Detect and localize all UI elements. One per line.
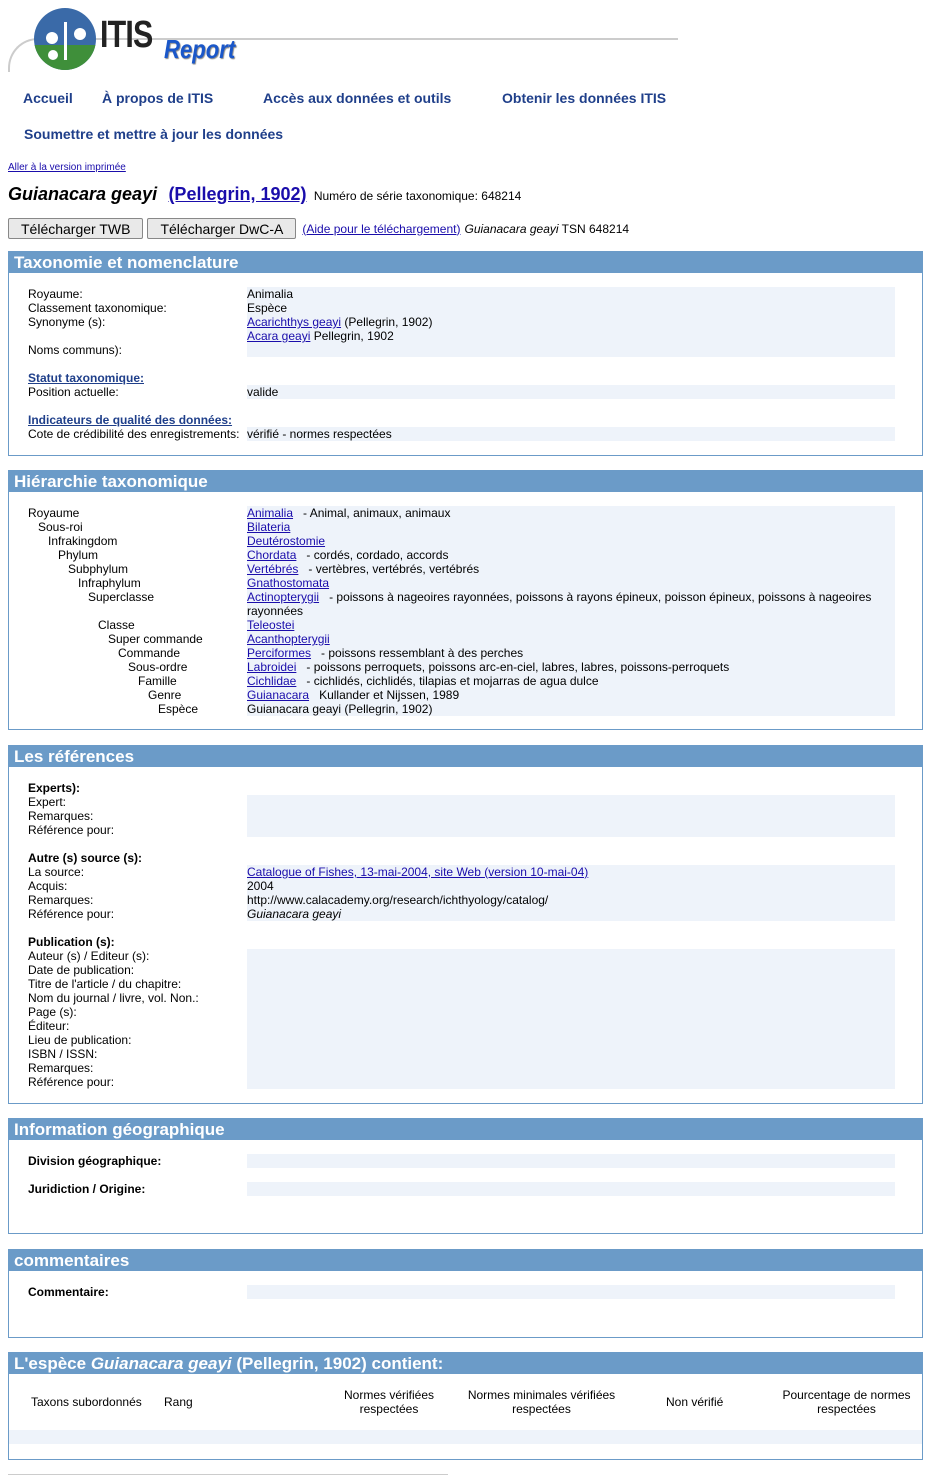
download-row — [8, 218, 629, 239]
synonym-link[interactable]: Acara geayi — [247, 329, 311, 343]
nav-get-data[interactable]: Obtenir les données ITIS — [502, 90, 667, 106]
row-common-names: Noms communs): — [28, 343, 123, 357]
col-verified: Normes vérifiées respectées — [343, 1388, 435, 1416]
section-heading: L'espèce Guianacara geayi (Pellegrin, 1902) contient: — [9, 1353, 922, 1374]
section-heading: Les références — [9, 746, 922, 767]
hierarchy-rank: Classe — [98, 618, 135, 632]
footer-rule — [8, 1474, 448, 1475]
section-heading: Hiérarchie taxonomique — [9, 471, 922, 492]
pub-row: Lieu de publication: — [28, 1033, 132, 1047]
source-link[interactable]: Catalogue of Fishes, 13-mai-2004, site Web (version 10-mai-04) — [247, 865, 589, 879]
table-row — [9, 1430, 922, 1444]
hierarchy-link[interactable]: Labroidei — [247, 660, 297, 674]
section-hierarchy — [8, 470, 923, 730]
hierarchy-row-cont: rayonnées — [247, 604, 304, 618]
hierarchy-link[interactable]: Animalia — [247, 506, 294, 520]
hierarchy-rank: Phylum — [58, 548, 99, 562]
itis-header — [0, 0, 700, 80]
nav-about[interactable]: À propos de ITIS — [102, 90, 214, 106]
hierarchy-row — [28, 534, 896, 548]
itis-logo-icon — [34, 8, 96, 70]
hierarchy-desc: - cordés, cordado, accords — [306, 548, 449, 562]
logo-report-text: Report — [164, 34, 236, 64]
section-heading: Taxonomie et nomenclature — [9, 252, 922, 273]
hierarchy-link[interactable]: Gnathostomata — [247, 576, 330, 590]
col-percent: Pourcentage de normes respectées — [782, 1388, 911, 1416]
hierarchy-rank: Super commande — [108, 632, 203, 646]
hierarchy-row — [28, 576, 896, 590]
hierarchy-row — [28, 548, 896, 562]
hierarchy-rank: Commande — [118, 646, 181, 660]
pub-row: Nom du journal / livre, vol. Non.: — [28, 991, 199, 1005]
hierarchy-link[interactable]: Guianacara — [247, 688, 310, 702]
print-version-link[interactable]: Aller à la version imprimée — [8, 162, 126, 173]
nav-home[interactable]: Accueil — [23, 90, 73, 106]
row-expert: Expert: — [28, 795, 67, 809]
hierarchy-row — [28, 506, 896, 520]
hierarchy-desc: - cichlidés, cichlidés, tilapias et mojarras de agua dulce — [306, 674, 599, 688]
hierarchy-rank: Famille — [138, 674, 177, 688]
hierarchy-link[interactable]: Actinopterygii — [247, 590, 320, 604]
hierarchy-link[interactable]: Acanthopterygii — [247, 632, 330, 646]
quality-heading: Indicateurs de qualité des données: — [28, 413, 233, 427]
species-name: Guianacara geayi — [8, 184, 158, 204]
section-heading: Information géographique — [9, 1119, 922, 1140]
hierarchy-row — [28, 674, 896, 688]
hierarchy-row — [28, 562, 896, 576]
page-title — [8, 184, 521, 205]
row-remarks: Remarques: — [28, 809, 94, 823]
download-twb-button[interactable]: Télécharger TWB — [8, 218, 143, 239]
col-unverified: Non vérifié — [666, 1395, 724, 1409]
row-synonym-2: Acara geayi Pellegrin, 1902 — [247, 329, 394, 343]
hierarchy-link[interactable]: Chordata — [247, 548, 297, 562]
row-position: Position actuelle: valide — [28, 385, 279, 399]
hierarchy-rank: Infraphylum — [78, 576, 141, 590]
hierarchy-rank: Sous-roi — [38, 520, 83, 534]
pub-row: Auteur (s) / Editeur (s): — [28, 949, 150, 963]
hierarchy-row — [28, 646, 896, 660]
row-acquired: Acquis: 2004 — [28, 879, 274, 893]
hierarchy-row — [28, 618, 896, 632]
hierarchy-rank: Subphylum — [68, 562, 129, 576]
publications-heading: Publication (s): — [28, 935, 115, 949]
row-ref-for-2: Référence pour: Guianacara geayi — [28, 907, 342, 921]
hierarchy-row — [28, 702, 896, 716]
author-link[interactable]: (Pellegrin, 1902) — [168, 184, 307, 204]
hierarchy-link[interactable]: Vertébrés — [247, 562, 299, 576]
pub-row: Référence pour: — [28, 1075, 115, 1089]
section-contains — [8, 1352, 923, 1460]
row-remarks-2: Remarques: http://www.calacademy.org/research/ichthyology/catalog/ — [28, 893, 549, 907]
row-credibility: Cote de crédibilité des enregistrements: vérifié - normes respectées — [28, 427, 392, 441]
row-source: La source: Catalogue of Fishes, 13-mai-2004, site Web (version 10-mai-04) — [28, 865, 589, 879]
row-jurisdiction: Juridiction / Origine: — [28, 1182, 146, 1196]
hierarchy-desc: Guianacara geayi (Pellegrin, 1902) — [247, 702, 433, 716]
col-rank: Rang — [164, 1395, 193, 1409]
hierarchy-desc: - vertèbres, vertébrés, vertébrés — [308, 562, 480, 576]
pub-row: Éditeur: — [28, 1019, 70, 1033]
hierarchy-row — [28, 520, 896, 534]
nav-data-access[interactable]: Accès aux données et outils — [263, 90, 452, 106]
pub-row: ISBN / ISSN: — [28, 1047, 98, 1061]
row-synonym-1: Synonyme (s): Acarichthys geayi (Pellegrin, 1902) — [28, 315, 433, 329]
download-dwca-button[interactable]: Télécharger DwC-A — [147, 218, 296, 239]
hierarchy-row — [28, 660, 896, 674]
hierarchy-desc: - poissons à nageoires rayonnées, poissons à rayons épineux, poisson épineux, poissons à nageoires — [329, 590, 872, 604]
hierarchy-rank: Royaume — [28, 506, 80, 520]
download-help-link[interactable]: (Aide pour le téléchargement) — [302, 221, 461, 236]
download-species-name: Guianacara geayi TSN 648214 — [464, 221, 630, 236]
hierarchy-rank: Sous-ordre — [128, 660, 188, 674]
section-heading: commentaires — [9, 1250, 922, 1271]
row-comment: Commentaire: — [28, 1285, 109, 1299]
hierarchy-link[interactable]: Deutérostomie — [247, 534, 326, 548]
row-ref-for: Référence pour: — [28, 823, 115, 837]
hierarchy-desc: - Animal, animaux, animaux — [303, 506, 451, 520]
hierarchy-rank: Superclasse — [88, 590, 155, 604]
hierarchy-rank: Infrakingdom — [48, 534, 118, 548]
synonym-link[interactable]: Acarichthys geayi — [247, 315, 342, 329]
col-subordinate-taxa: Taxons subordonnés — [31, 1395, 142, 1409]
other-sources-heading: Autre (s) source (s): — [28, 851, 143, 865]
hierarchy-desc: - poissons perroquets, poissons arc-en-ciel, labres, labres, poissons-perroquets — [306, 660, 730, 674]
hierarchy-row — [28, 688, 896, 702]
experts-heading: Experts): — [28, 781, 81, 795]
hierarchy-row — [28, 590, 896, 604]
hierarchy-link[interactable]: Teleostei — [247, 618, 295, 632]
tsn-label: Numéro de série taxonomique: 648214 — [313, 189, 522, 203]
hierarchy-rank: Espèce — [158, 702, 199, 716]
hierarchy-link[interactable]: Cichlidae — [247, 674, 297, 688]
section-comments — [8, 1249, 923, 1338]
row-kingdom: Royaume: Animalia — [28, 287, 294, 301]
section-references — [8, 745, 923, 1104]
logo-itis-text: ITIS — [100, 14, 153, 56]
pub-row: Titre de l'article / du chapitre: — [28, 977, 182, 991]
section-taxonomy — [8, 251, 923, 456]
hierarchy-rank: Genre — [148, 688, 182, 702]
pub-row: Date de publication: — [28, 963, 135, 977]
row-rank: Classement taxonomique: Espèce — [28, 301, 288, 315]
hierarchy-row — [28, 632, 896, 646]
status-heading: Statut taxonomique: — [28, 371, 144, 385]
row-geo-division: Division géographique: — [28, 1154, 162, 1168]
col-min-verified: Normes minimales vérifiées respectées — [467, 1388, 616, 1416]
nav-submit[interactable]: Soumettre et mettre à jour les données — [24, 126, 284, 142]
pub-row: Page (s): — [28, 1005, 77, 1019]
hierarchy-link[interactable]: Perciformes — [247, 646, 312, 660]
hierarchy-link[interactable]: Bilateria — [247, 520, 291, 534]
section-geographic — [8, 1118, 923, 1234]
hierarchy-desc: Kullander et Nijssen, 1989 — [319, 688, 460, 702]
pub-row: Remarques: — [28, 1061, 94, 1075]
hierarchy-desc: - poissons ressemblant à des perches — [321, 646, 524, 660]
